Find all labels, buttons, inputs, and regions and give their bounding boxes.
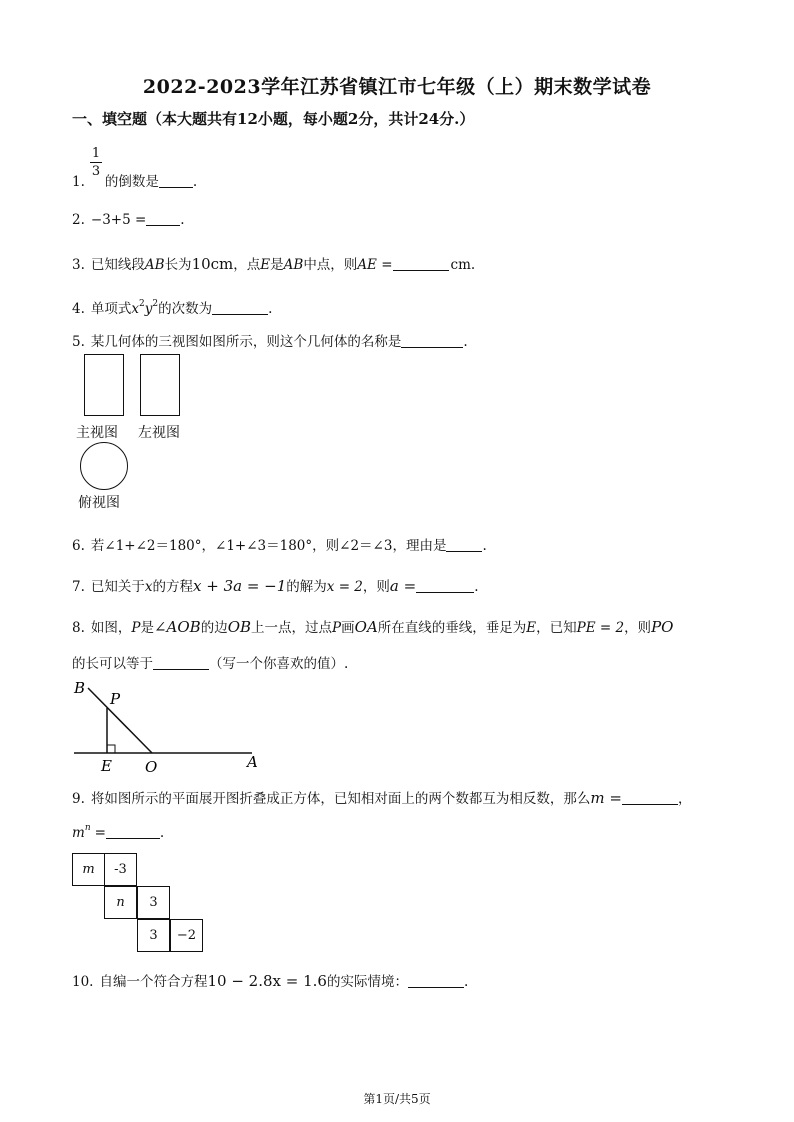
question-end: . xyxy=(463,334,468,350)
question-1 xyxy=(72,170,197,190)
question-number: 7. xyxy=(72,579,85,595)
math-solution: x = 2 xyxy=(326,579,363,595)
net-cell-3-a: 3 xyxy=(137,886,170,919)
question-text: ，则 xyxy=(362,579,390,595)
question-8-line-2 xyxy=(72,652,348,672)
question-text: ，则 xyxy=(624,620,652,636)
math-operator: = xyxy=(94,825,106,841)
question-number: 1. xyxy=(72,174,85,190)
question-end: . xyxy=(192,174,198,190)
math-angle: ∠AOB xyxy=(153,618,201,636)
question-8-line-1 xyxy=(72,616,673,636)
geometry-figure-angle-aob xyxy=(70,680,270,775)
question-5 xyxy=(72,330,468,350)
math-expression: AE = xyxy=(357,257,393,273)
answer-blank[interactable] xyxy=(401,335,463,348)
question-number: 10. xyxy=(72,974,94,990)
question-text: 如图， xyxy=(90,620,132,636)
question-number: 9. xyxy=(72,791,85,807)
question-end: . xyxy=(470,257,476,273)
question-number: 3. xyxy=(72,257,85,273)
question-number: 4. xyxy=(72,301,85,317)
question-end: . xyxy=(159,825,165,841)
question-text: 是 xyxy=(140,620,154,636)
answer-blank[interactable] xyxy=(446,539,482,552)
question-text: 画 xyxy=(341,620,355,636)
question-text: 是 xyxy=(270,257,284,273)
math-var: x xyxy=(131,301,140,317)
math-exponent: n xyxy=(84,823,91,833)
net-cell-3-b: 3 xyxy=(137,919,170,952)
answer-blank[interactable] xyxy=(622,792,678,805)
math-expression: a = xyxy=(389,577,417,595)
question-text: 的倒数是 xyxy=(104,174,159,190)
math-var: m xyxy=(72,825,85,841)
question-text: 已知线段 xyxy=(90,257,145,273)
question-4 xyxy=(72,297,272,317)
answer-blank[interactable] xyxy=(146,213,180,226)
fraction-numerator: 1 xyxy=(91,146,101,161)
answer-blank[interactable] xyxy=(416,580,474,593)
math-exponent: 2 xyxy=(152,299,159,309)
exam-title: 2022-2023学年江苏省镇江市七年级（上）期末数学试卷 xyxy=(142,76,652,98)
math-unit: cm xyxy=(450,257,471,273)
math-var: PO xyxy=(651,618,674,636)
math-expression: −3+5 = xyxy=(90,212,147,228)
question-text: （写一个你喜欢的值）. xyxy=(209,656,349,672)
math-equation: x + 3a = −1 xyxy=(193,577,287,595)
question-text: 的次数为 xyxy=(158,301,213,317)
left-view-rectangle xyxy=(140,354,180,416)
question-number: 2. xyxy=(72,212,85,228)
question-text: 所在直线的垂线，垂足为 xyxy=(377,620,527,636)
question-end: . xyxy=(180,212,185,228)
question-number: 6. xyxy=(72,538,85,554)
question-3 xyxy=(72,253,475,273)
answer-blank[interactable] xyxy=(393,258,449,271)
page-footer: 第1页/共5页 xyxy=(363,1092,431,1106)
math-expression: m = xyxy=(590,789,622,807)
answer-blank[interactable] xyxy=(159,175,193,188)
question-9-line-1 xyxy=(72,787,691,807)
math-var: P xyxy=(332,620,342,636)
question-7 xyxy=(72,575,478,595)
left-view-label: 左视图 xyxy=(138,425,180,441)
answer-blank[interactable] xyxy=(153,657,209,670)
label-a: A xyxy=(247,753,258,771)
question-text: ，已知 xyxy=(536,620,577,636)
math-var: E xyxy=(260,257,271,273)
question-text: 的实际情境： xyxy=(326,974,408,990)
question-text: 上一点，过点 xyxy=(251,620,333,636)
right-angle-mark xyxy=(107,745,115,753)
net-cell-neg3: -3 xyxy=(104,853,137,886)
label-b: B xyxy=(74,680,86,697)
question-text: 若∠1+∠2＝180°，∠1+∠3＝180°，则∠2＝∠3，理由是 xyxy=(90,538,447,554)
math-var: AB xyxy=(144,257,165,273)
question-end: . xyxy=(482,538,487,554)
answer-blank[interactable] xyxy=(106,826,160,839)
section-header-fill-blank: 一、填空题（本大题共有12小题，每小题2分，共计24分.） xyxy=(72,110,475,128)
question-2 xyxy=(72,212,185,228)
math-expression: PE = 2 xyxy=(576,620,625,636)
math-length: 10cm xyxy=(191,255,234,273)
top-view-circle xyxy=(80,442,128,490)
math-var: OA xyxy=(354,618,378,636)
answer-blank[interactable] xyxy=(212,302,268,315)
math-var: E xyxy=(526,620,537,636)
math-var: P xyxy=(131,620,141,636)
question-text: 的边 xyxy=(200,620,228,636)
three-view-figure xyxy=(76,352,206,512)
question-text: 中点，则 xyxy=(303,257,358,273)
fraction-denominator: 3 xyxy=(91,164,101,179)
question-text: 某几何体的三视图如图所示，则这个几何体的名称是 xyxy=(90,334,402,350)
net-cell-neg2: −2 xyxy=(170,919,203,952)
question-text: ， xyxy=(677,791,692,807)
question-text: ，点 xyxy=(233,257,261,273)
math-var: OB xyxy=(227,618,252,636)
math-var: x xyxy=(144,579,153,595)
question-end: . xyxy=(474,579,479,595)
question-text: 的长可以等于 xyxy=(72,656,153,672)
question-9-line-2 xyxy=(72,823,164,841)
math-var: AB xyxy=(283,257,304,273)
net-cell-n: n xyxy=(104,886,137,919)
question-text: 单项式 xyxy=(90,301,132,317)
question-text: 的解为 xyxy=(286,579,327,595)
question-text: 已知关于 xyxy=(90,579,145,595)
front-view-rectangle xyxy=(84,354,124,416)
question-10 xyxy=(72,970,468,990)
math-exponent: 2 xyxy=(139,299,145,309)
math-equation: 10 − 2.8x = 1.6 xyxy=(207,972,327,990)
front-view-label: 主视图 xyxy=(76,425,118,441)
question-number: 8. xyxy=(72,620,85,636)
question-6 xyxy=(72,534,487,554)
math-var: y xyxy=(144,301,153,317)
label-p: P xyxy=(110,690,121,708)
question-text: 将如图所示的平面展开图折叠成正方体，已知相对面上的两个数都互为相反数，那么 xyxy=(90,791,591,807)
question-end: . xyxy=(268,301,273,317)
question-number: 5. xyxy=(72,334,85,350)
question-text: 自编一个符合方程 xyxy=(99,974,208,990)
question-text: 的方程 xyxy=(152,579,194,595)
question-end: . xyxy=(463,974,469,990)
label-o: O xyxy=(145,758,158,775)
label-e: E xyxy=(101,757,112,775)
top-view-label: 俯视图 xyxy=(78,495,120,511)
net-cell-m: m xyxy=(72,853,105,886)
answer-blank[interactable] xyxy=(408,975,464,988)
question-text: 长为 xyxy=(164,257,192,273)
